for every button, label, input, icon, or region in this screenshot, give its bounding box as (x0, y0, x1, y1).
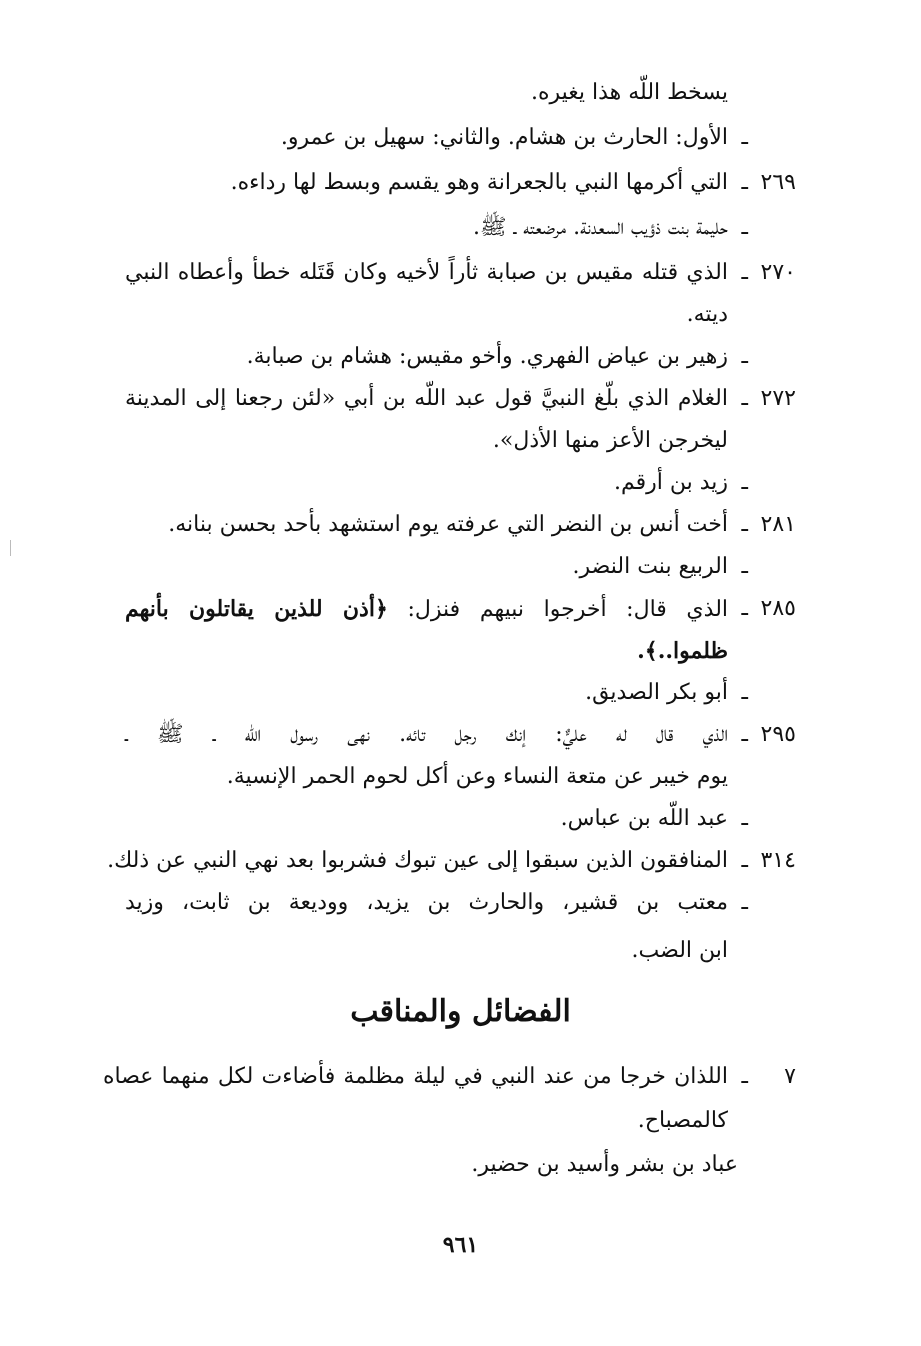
answer-dash: ـ (741, 215, 748, 240)
answer-text: معتب بن قشير، والحارث بن يزيد، ووديعة بن ثابت، وزيد (125, 890, 728, 915)
entry-question-text: الذي قال: أخرجوا نبيهم فنزل: (407, 597, 729, 622)
entry-question: التي أكرمها النبي بالجعرانة وهو يقسم وبسط لها رداءه. (230, 170, 728, 195)
entry-dash: ـ (741, 386, 748, 411)
answer-dash: ـ (741, 125, 748, 150)
continuation-line: يسخط اللّه هذا يغيره. (530, 80, 728, 105)
quran-verse-continued: ظلموا..﴾. (637, 638, 728, 664)
page-number: ٩٦١ (442, 1232, 479, 1258)
entry-question-continued: ديته. (686, 302, 728, 327)
answer-dash: ـ (741, 680, 748, 705)
answer-text: زهير بن عياض الفهري. وأخو مقيس: هشام بن صبابة. (246, 344, 728, 369)
entry-dash: ـ (741, 848, 748, 873)
entry-number: ٢٦٩ (760, 170, 796, 195)
entry-dash: ـ (741, 260, 748, 285)
answer-text: عبد اللّه بن عباس. (560, 806, 728, 831)
answer-dash: ـ (741, 554, 748, 579)
entry-dash: ـ (741, 1064, 748, 1089)
entry-dash: ـ (741, 170, 748, 195)
entry-question: الذي قتله مقيس بن صبابة ثأراً لأخيه وكان قَتَله خطأ وأعطاه النبي (125, 260, 728, 285)
answer-text-continued: ابن الضب. (631, 938, 728, 963)
entry-question-continued: كالمصباح. (637, 1108, 728, 1133)
entry-dash: ـ (741, 512, 748, 537)
entry-number: ٢٨١ (760, 512, 796, 537)
quran-verse: ﴿أذن للذين يقاتلون بأنهم (125, 596, 388, 622)
entry-question: اللذان خرجا من عند النبي في ليلة مظلمة فأضاءت لكل منهما عصاه (103, 1064, 728, 1089)
entry-number: ٢٩٥ (760, 722, 796, 747)
entry-question-continued: ليخرجن الأعز منها الأذل». (492, 428, 728, 453)
entry-dash: ـ (741, 596, 748, 621)
entry-question: أخت أنس بن النضر التي عرفته يوم استشهد بأحد بحسن بنانه. (168, 512, 728, 537)
answer-text: زيد بن أرقم. (613, 470, 728, 495)
entry-question: الذي قال له عليٌّ: إنك رجل تائه. نهى رسول اللّه ـ ﷺ ـ (125, 722, 728, 747)
answer-dash: ـ (741, 806, 748, 831)
entry-question: الغلام الذي بلّغ النبيَّ قول عبد اللّه بن أبي «لئن رجعنا إلى المدينة (125, 386, 728, 411)
scan-edge-mark (10, 540, 11, 556)
entry-number: ٢٨٥ (760, 596, 796, 621)
answer-text: أبو بكر الصديق. (585, 680, 728, 705)
answer-text: الأول: الحارث بن هشام. والثاني: سهيل بن عمرو. (280, 125, 728, 150)
entry-question-continued: يوم خيبر عن متعة النساء وعن أكل لحوم الحمر الإنسية. (226, 764, 728, 789)
answer-text: الربيع بنت النضر. (572, 554, 728, 579)
entry-question: المنافقون الذين سبقوا إلى عين تبوك فشربوا بعد نهي النبي عن ذلك. (107, 848, 728, 873)
answer-dash: ـ (741, 470, 748, 495)
section-heading: الفضائل والمناقب (350, 994, 571, 1029)
entry-number: ٣١٤ (760, 848, 796, 873)
answer-text: حليمة بنت ذؤيب السعدنة. مرضعته ـ ﷺ. (472, 215, 728, 240)
answer-dash: ـ (741, 890, 748, 915)
answer-text: عباد بن بشر وأسيد بن حضير. (471, 1152, 738, 1177)
entry-number: ٧ (784, 1064, 796, 1089)
answer-dash: ـ (741, 344, 748, 369)
entry-number: ٢٧٢ (760, 386, 796, 411)
entry-question (125, 594, 728, 625)
entry-number: ٢٧٠ (760, 260, 796, 285)
entry-dash: ـ (741, 722, 748, 747)
